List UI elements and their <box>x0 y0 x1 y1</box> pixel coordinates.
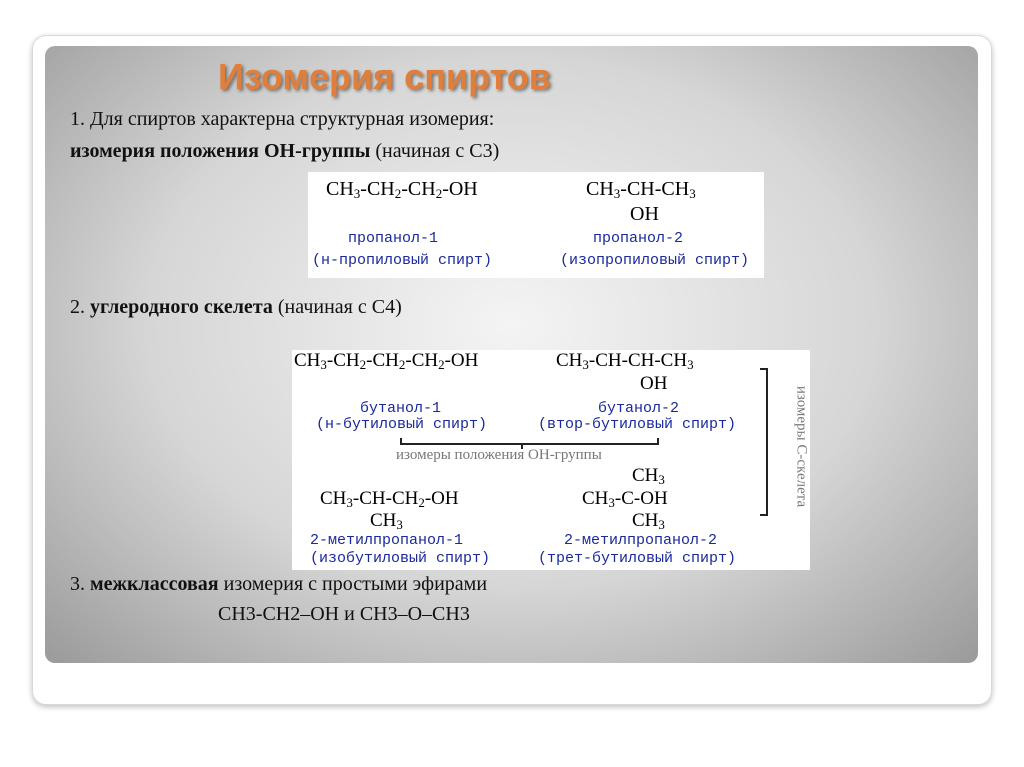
butanol-2-formula: $CH_3-CH-CH-CH_3$ <box>556 350 694 372</box>
methylpropanol-2-top: $CH_3$ <box>632 465 665 487</box>
propanol-2-formula: $CH_3-CH-CH_3$ <box>586 178 696 201</box>
skeleton-line: 2. углеродного скелета (начиная с С4) <box>70 296 402 318</box>
methylpropanol-1-common: (изобутиловый спирт) <box>310 550 491 567</box>
skeleton-bold: углеродного скелета <box>90 296 273 318</box>
oh-position-line <box>70 140 499 163</box>
methylpropanol-2-common: (трет-бутиловый спирт) <box>538 550 737 567</box>
propanol-1-name: пропанол-1 <box>348 230 439 247</box>
skeleton-isomers-label: изомеры С-скелета <box>793 385 810 508</box>
propanol-1-common: (н-пропиловый спирт) <box>312 252 493 269</box>
interclass-line: 3. межклассовая изомерия с простыми эфирами <box>70 573 488 595</box>
butanol-2-common: (втор-бутиловый спирт) <box>538 416 737 433</box>
interclass-bold: межклассовая <box>90 573 219 595</box>
butanol-1-formula: $CH_3-CH_2-CH_2-CH_2-OH$ <box>294 350 479 372</box>
methylpropanol-1-formula: $CH_3-CH-CH_2-OH$ <box>320 488 459 510</box>
ether-formula-line: CH3-CH2–OH и CH3–O–CH3 <box>218 603 470 625</box>
propanol-2-name: пропанол-2 <box>593 230 684 247</box>
butanol-image <box>292 350 810 570</box>
methylpropanol-1-methyl: $CH_3$ <box>370 510 403 532</box>
position-isomers-bracket <box>400 438 659 445</box>
methylpropanol-1-name: 2-метилпропанол-1 <box>310 532 464 549</box>
propanol-2-common: (изопропиловый спирт) <box>560 252 750 269</box>
methylpropanol-2-bottom: $CH_3$ <box>632 510 665 532</box>
butanol-1-name: бутанол-1 <box>360 400 442 417</box>
methylpropanol-2-name: 2-метилпропанол-2 <box>564 532 718 549</box>
propanol-image <box>308 172 764 278</box>
butanol-2-oh: OH <box>640 373 668 394</box>
skeleton-isomers-bracket <box>760 368 768 516</box>
butanol-2-name: бутанол-2 <box>598 400 680 417</box>
oh-position-bold: изомерия положения ОН-группы <box>70 140 371 162</box>
position-isomers-label: изомеры положения ОН-группы <box>396 447 602 463</box>
butanol-1-common: (н-бутиловый спирт) <box>316 416 488 433</box>
propanol-2-oh: OH <box>630 203 659 225</box>
methylpropanol-2-formula: $CH_3-C-OH$ <box>582 488 668 510</box>
propanol-1-formula: $CH_3-CH_2-CH_2-OH$ <box>326 178 478 201</box>
oh-position-rest: (начиная с С3) <box>370 140 500 162</box>
intro-line: 1. Для спиртов характерна структурная изомерия: <box>70 108 495 130</box>
slide-title: Изомерия спиртов <box>218 56 551 97</box>
